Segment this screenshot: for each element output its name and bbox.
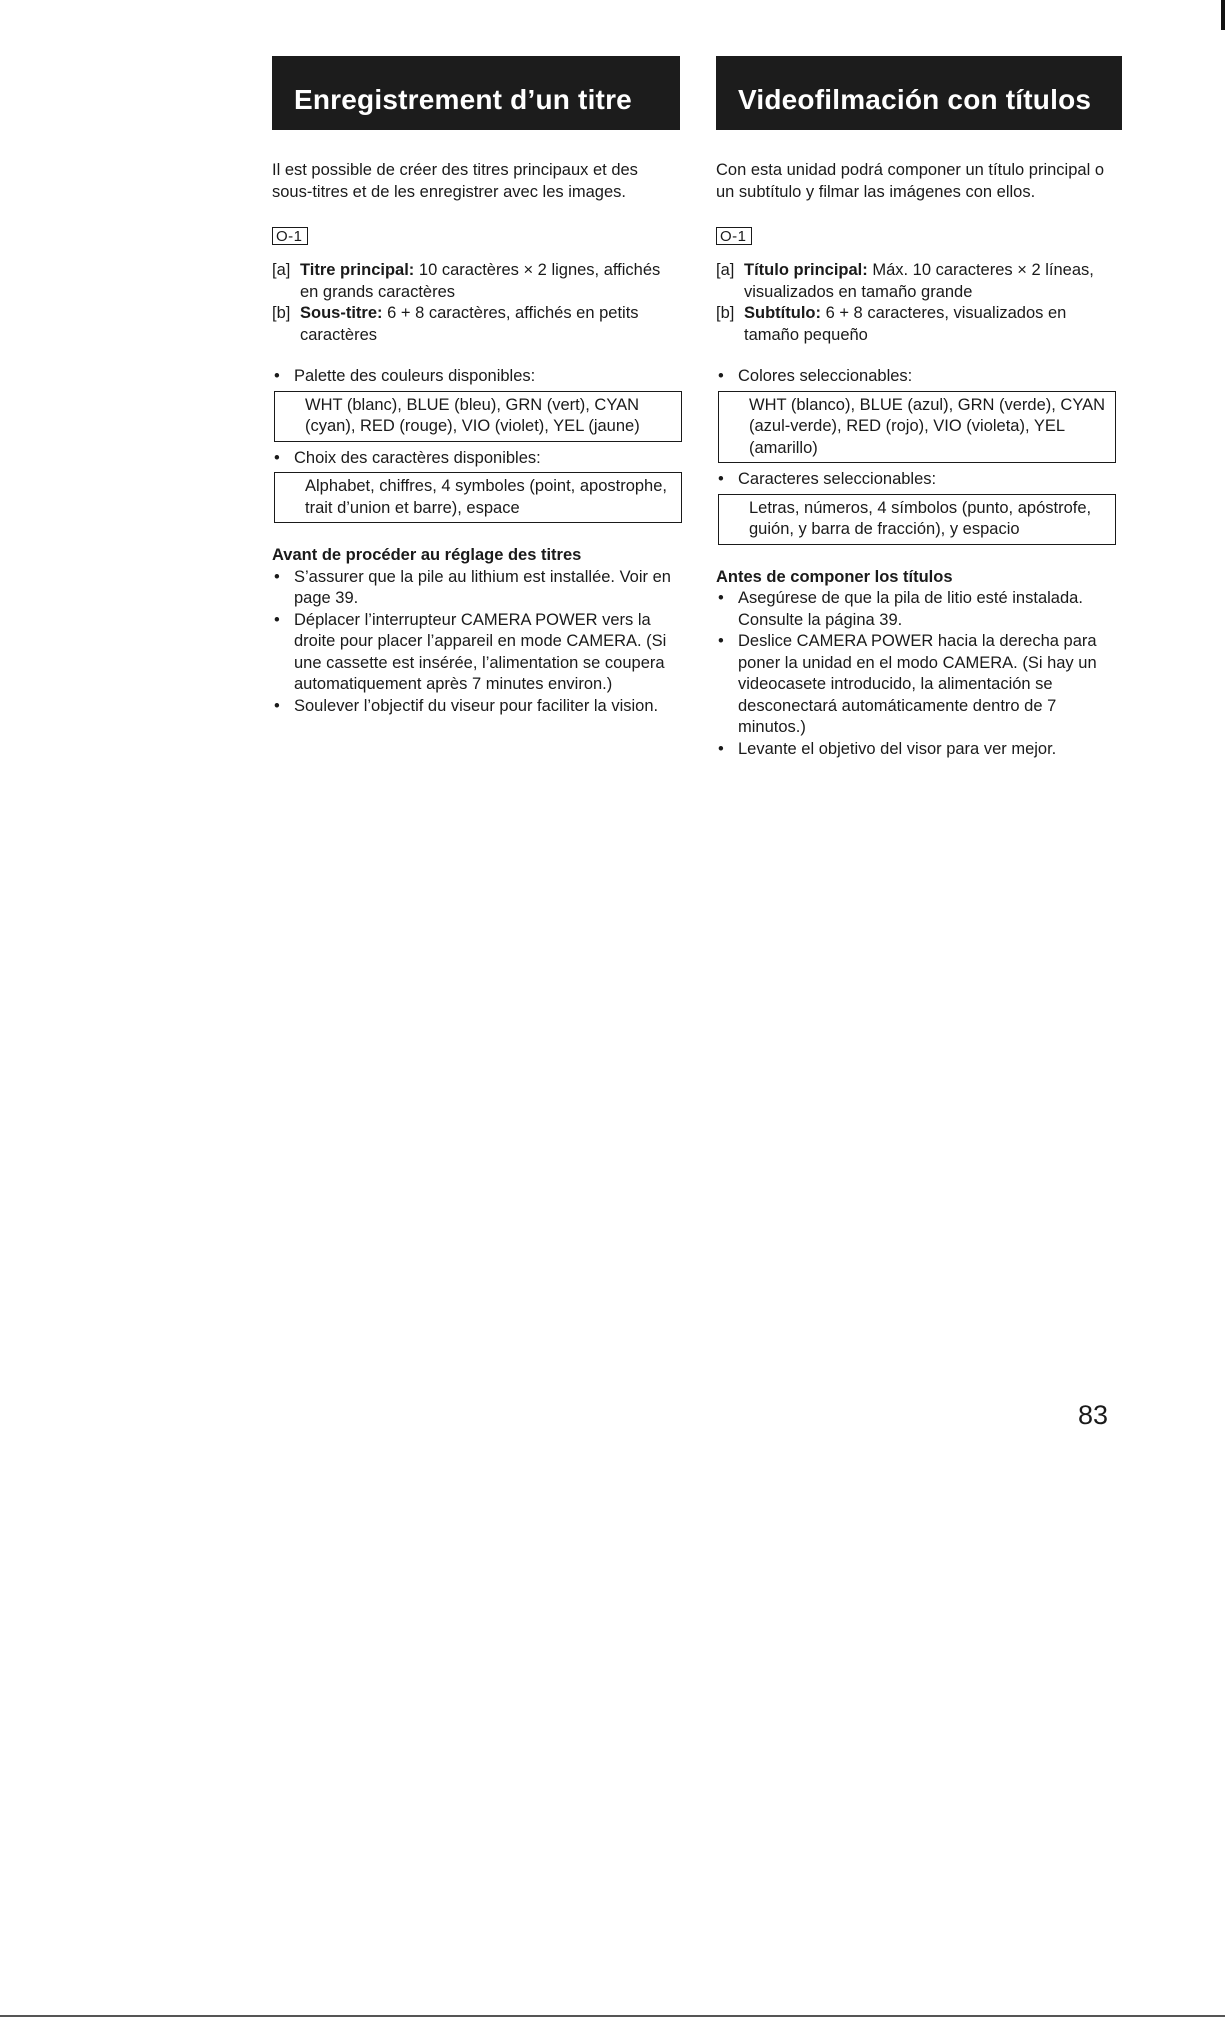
spanish-prep-heading: Antes de componer los títulos	[716, 567, 953, 586]
spec-label: Título principal:	[744, 261, 868, 279]
french-prep-heading: Avant de procéder au réglage des titres	[272, 546, 582, 564]
french-prep-list	[272, 567, 682, 718]
french-title: Enregistrement d’un titre	[272, 56, 680, 130]
spec-label: Sous-titre:	[300, 304, 383, 322]
bullet-icon: •	[718, 632, 724, 650]
french-prep-item-1: S’assurer que la pile au lithium est installée. Voir en page 39.	[294, 567, 671, 607]
spanish-colors-heading: Colores seleccionables:	[738, 367, 913, 385]
spec-key: [a]	[716, 261, 735, 279]
bullet-icon: •	[274, 696, 280, 715]
spanish-chars-box: Letras, números, 4 símbolos (punto, apóstrofe, guión, y barra de fracción), y espacio	[718, 494, 1116, 545]
spec-key: [b]	[716, 304, 735, 322]
bullet-icon: •	[274, 367, 280, 385]
french-chars-box: Alphabet, chiffres, 4 symboles (point, apostrophe, trait d’union et barre), espace	[274, 472, 682, 523]
spanish-prep-list	[716, 588, 1116, 760]
spec-key: [a]	[272, 261, 291, 279]
spanish-intro: Con esta unidad podrá componer un título principal o un subtítulo y filmar las imágenes con ellos.	[716, 161, 1104, 201]
page-edge-mark	[1221, 0, 1225, 30]
french-chars-heading: Choix des caractères disponibles:	[294, 448, 541, 467]
french-spec-list	[272, 260, 682, 346]
spanish-title: Videofilmación con títulos	[716, 56, 1122, 130]
spanish-figure-ref: O-1	[716, 227, 752, 245]
spanish-chars-heading: Caracteres seleccionables:	[738, 470, 937, 488]
french-spec-a	[272, 260, 682, 303]
bullet-icon: •	[274, 567, 280, 586]
french-prep-item-2: Déplacer l’interrupteur CAMERA POWER vers la droite pour placer l’appareil en mode CAMERA. (Si une cassette est insérée, l’alimentation se coupera automatiquement après 7 minutes environ.)	[294, 610, 667, 693]
spec-label: Titre principal:	[300, 261, 415, 279]
spec-text: Máx. 10 caracteres × 2 líneas, visualizados en tamaño grande	[744, 261, 1094, 301]
bullet-icon: •	[718, 367, 724, 385]
spanish-spec-list	[716, 260, 1116, 346]
spanish-prep-item-2: Deslice CAMERA POWER hacia la derecha para poner la unidad en el modo CAMERA. (Si hay un videocasete introducido, la alimentación se desconectará automáticamente dentro de 7 minutos.)	[738, 632, 1097, 736]
spec-key: [b]	[272, 304, 291, 322]
french-colors-box: WHT (blanc), BLUE (bleu), GRN (vert), CYAN (cyan), RED (rouge), VIO (violet), YEL (jaune)	[274, 391, 682, 442]
french-colors-block	[272, 366, 682, 523]
spec-text: 10 caractères × 2 lignes, affichés en grands caractères	[300, 261, 661, 301]
bullet-icon: •	[718, 589, 724, 607]
spanish-spec-b	[716, 303, 1116, 346]
french-spec-b	[272, 303, 682, 346]
spanish-colors-block	[716, 366, 1116, 545]
spanish-prep-item-1: Asegúrese de que la pila de litio esté instalada. Consulte la página 39.	[738, 589, 1083, 629]
french-prep-item-3: Soulever l’objectif du viseur pour faciliter la vision.	[294, 696, 659, 715]
french-column	[272, 56, 682, 717]
bullet-icon: •	[274, 448, 280, 467]
spanish-prep-item-3: Levante el objetivo del visor para ver mejor.	[738, 739, 1057, 758]
french-intro: Il est possible de créer des titres principaux et des sous-titres et de les enregistrer avec les images.	[272, 161, 638, 201]
spec-text: 6 + 8 caractères, affichés en petits caractères	[300, 304, 639, 344]
bullet-icon: •	[718, 739, 724, 758]
french-colors-heading: Palette des couleurs disponibles:	[294, 367, 536, 385]
bullet-icon: •	[274, 610, 280, 629]
spanish-column	[716, 56, 1116, 760]
spec-text: 6 + 8 caracteres, visualizados en tamaño pequeño	[744, 304, 1067, 344]
spanish-spec-a	[716, 260, 1116, 303]
page-number: 83	[1078, 1400, 1109, 1430]
spanish-colors-box: WHT (blanco), BLUE (azul), GRN (verde), CYAN (azul-verde), RED (rojo), VIO (violeta), YEL (amarillo)	[718, 391, 1116, 464]
bullet-icon: •	[718, 470, 724, 488]
french-figure-ref: O-1	[272, 227, 308, 245]
spec-label: Subtítulo:	[744, 304, 821, 322]
